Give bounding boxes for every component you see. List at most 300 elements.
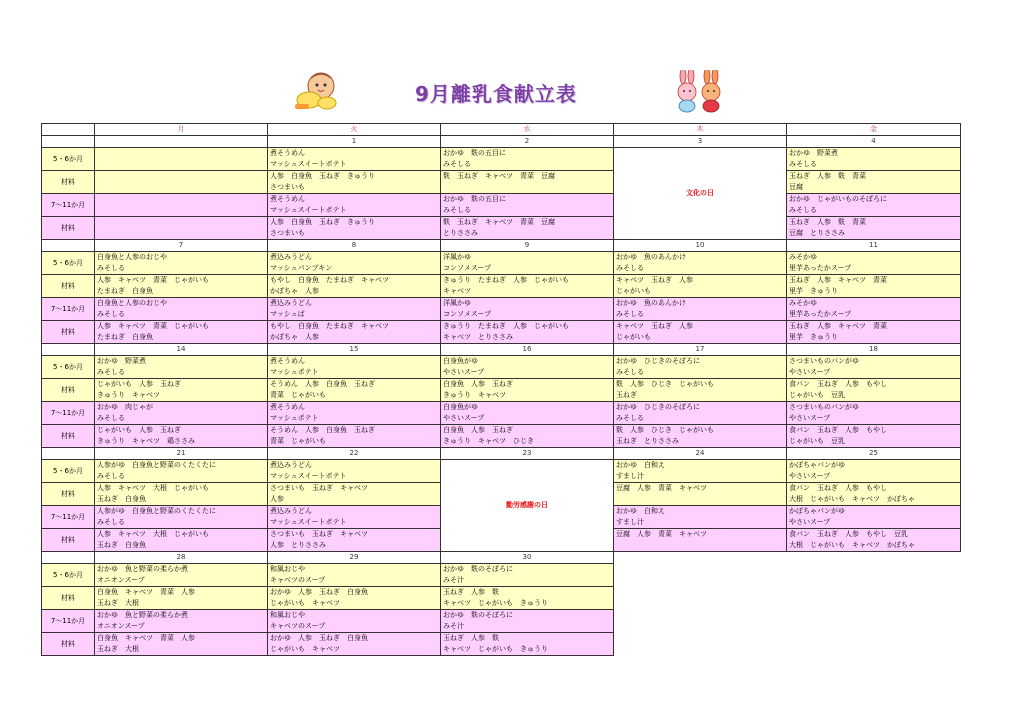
- menu-cell: [441, 356, 614, 379]
- cell-line: 白身魚 人参 玉ねぎ: [443, 380, 513, 388]
- menu-cell: [441, 194, 614, 217]
- cell-line: 人参 白身魚 玉ねぎ きゅうり: [270, 172, 375, 180]
- cell-line: 玉ねぎ 人参 麩 青菜: [789, 172, 866, 180]
- ingredients-cell: [441, 633, 614, 656]
- cell-line: 白身魚と人参のおじや: [97, 299, 167, 307]
- ingredients-cell: [95, 321, 268, 344]
- cell-line: 玉ねぎ 大根: [97, 645, 139, 653]
- menu-cell: [441, 610, 614, 633]
- cell-line: 人参 白身魚 玉ねぎ きゅうり: [270, 218, 375, 226]
- cell-line: 煮そうめん: [270, 149, 305, 157]
- cell-line: おかゆ 麩の五目に: [443, 149, 506, 157]
- ingredients-cell: [268, 587, 441, 610]
- menu-cell: [268, 402, 441, 425]
- ingredients-cell: [95, 379, 268, 402]
- cell-line: みそしる: [616, 264, 644, 272]
- cell-line: さつまいものパンがゆ: [789, 357, 859, 365]
- cell-line: おかゆ 麩の五目に: [443, 195, 506, 203]
- menu-cell: [95, 564, 268, 587]
- cell-line: みそしる: [789, 160, 817, 168]
- menu-cell: [95, 252, 268, 275]
- cell-line: おかゆ 人参 玉ねぎ 白身魚: [270, 634, 368, 642]
- cell-line: マッシュぱ: [270, 310, 305, 318]
- cell-line: とりささみ: [443, 229, 478, 237]
- cell-line: きゅうり キャベツ: [443, 391, 506, 399]
- cell-line: じゃがいも 人参 玉ねぎ: [97, 426, 181, 434]
- cell-line: 白身魚と人参のおじや: [97, 253, 167, 261]
- ingredients-cell: [614, 483, 787, 506]
- ingredients-cell: [787, 275, 961, 298]
- weekday-tue: 火: [268, 124, 441, 136]
- cell-line: 煮込みうどん: [270, 299, 312, 307]
- cell-line: きゅうり キャベツ: [97, 391, 160, 399]
- empty-cell: [787, 633, 961, 656]
- row-label: 7〜11か月: [42, 610, 95, 633]
- ingredients-cell: [441, 425, 614, 448]
- cell-line: かぼちゃパンがゆ: [789, 461, 845, 469]
- menu-cell: [441, 298, 614, 321]
- menu-cell: [268, 564, 441, 587]
- empty-cell: [614, 610, 787, 633]
- cell-line: [95, 182, 267, 193]
- cell-line: 煮込みうどん: [270, 507, 312, 515]
- day-number-row: [42, 240, 961, 252]
- row-label: 5・6か月: [42, 564, 95, 587]
- cell-line: 里芋あったかスープ: [789, 310, 852, 318]
- menu-cell: [95, 194, 268, 217]
- ingredients-cell: [95, 483, 268, 506]
- cell-line: 玉ねぎ 人参 麩 青菜: [789, 218, 866, 226]
- menu-cell: [787, 148, 961, 171]
- weekday-wed: 水: [441, 124, 614, 136]
- cell-line: 人参: [270, 495, 284, 503]
- cell-line: じゃがいも 豆乳: [789, 437, 845, 445]
- cell-line: おかゆ 白和え: [616, 461, 665, 469]
- ingredients-cell: [268, 379, 441, 402]
- cell-line: おかゆ 麩のそぼろに: [443, 611, 513, 619]
- row-label: 7〜11か月: [42, 194, 95, 217]
- cell-line: やさいスープ: [789, 472, 831, 480]
- day-row-corner: [42, 552, 95, 564]
- cell-line: キャベツ 玉ねぎ 人参: [616, 322, 693, 330]
- ingredients-cell: [441, 321, 614, 344]
- cell-line: やさいスープ: [789, 414, 831, 422]
- row-5-6-months-ingredients: [42, 171, 961, 194]
- day-number-row: [42, 448, 961, 460]
- cell-line: マッシュポテト: [270, 368, 319, 376]
- cell-line: おかゆ 野菜煮: [97, 357, 146, 365]
- cell-line: さつまいものパンがゆ: [789, 403, 859, 411]
- menu-cell: [268, 460, 441, 483]
- cell-line: 白身魚 人参 玉ねぎ: [443, 426, 513, 434]
- cell-line: もやし 白身魚 たまねぎ キャベツ: [270, 276, 389, 284]
- day-row-corner: [42, 448, 95, 460]
- cell-line: みそしる: [97, 414, 125, 422]
- cell-line: 煮込みうどん: [270, 253, 312, 261]
- cell-line: かぼちゃ 人参: [270, 287, 319, 295]
- day-number: 16: [441, 344, 614, 356]
- cell-line: じゃがいも: [616, 287, 651, 295]
- cell-line: 里芋あったかスープ: [789, 264, 852, 272]
- cell-line: 人参がゆ 白身魚と野菜のくたくたに: [97, 461, 216, 469]
- day-number: 3: [614, 136, 787, 148]
- empty-cell: [614, 587, 787, 610]
- menu-cell: [268, 506, 441, 529]
- day-number: 1: [268, 136, 441, 148]
- day-number: 4: [787, 136, 961, 148]
- cell-line: [95, 171, 267, 182]
- cell-line: みそしる: [97, 310, 125, 318]
- header-corner: [42, 124, 95, 136]
- day-number: 21: [95, 448, 268, 460]
- day-number: 28: [95, 552, 268, 564]
- empty-cell: [787, 552, 961, 564]
- cell-line: [95, 159, 267, 170]
- menu-cell: [268, 148, 441, 171]
- cell-line: 人参がゆ 白身魚と野菜のくたくたに: [97, 507, 216, 515]
- cell-line: 人参 キャベツ 大根 じゃがいも: [97, 530, 209, 538]
- cell-line: おかゆ ひじきのそぼろに: [616, 403, 700, 411]
- ingredients-cell: [787, 425, 961, 448]
- empty-cell: [614, 552, 787, 564]
- day-number: 30: [441, 552, 614, 564]
- ingredients-cell: [95, 171, 268, 194]
- cell-line: 人参 キャベツ 青菜 じゃがいも: [97, 276, 209, 284]
- cell-line: 玉ねぎ とりささみ: [616, 437, 679, 445]
- row-label: 材料: [42, 321, 95, 344]
- menu-cell: [95, 610, 268, 633]
- cell-line: 麩 人参 ひじき じゃがいも: [616, 426, 714, 434]
- cell-line: じゃがいも: [616, 333, 651, 341]
- cell-line: 玉ねぎ 人参 キャベツ 青菜: [789, 322, 887, 330]
- cell-line: 大根 じゃがいも キャベツ かぼちゃ: [789, 495, 915, 503]
- menu-cell: [614, 298, 787, 321]
- cell-line: みそしる: [616, 414, 644, 422]
- row-label: 7〜11か月: [42, 298, 95, 321]
- page-title: 9月離乳食献立表: [415, 82, 577, 106]
- cell-line: マッシュパンプキン: [270, 264, 333, 272]
- menu-cell: [268, 194, 441, 217]
- weekday-fri: 金: [787, 124, 961, 136]
- row-7-11-months-menu: [42, 298, 961, 321]
- cell-line: 麩 玉ねぎ キャベツ 青菜 豆腐: [443, 172, 555, 180]
- cell-line: きゅうり キャベツ 鶏ささみ: [97, 437, 195, 445]
- cell-line: やさいスープ: [443, 368, 485, 376]
- menu-cell: [614, 402, 787, 425]
- cell-line: 人参 キャベツ 青菜 じゃがいも: [97, 322, 209, 330]
- cell-line: そうめん 人参 白身魚 玉ねぎ: [270, 380, 375, 388]
- ingredients-cell: [268, 483, 441, 506]
- day-number: 8: [268, 240, 441, 252]
- menu-cell: [95, 298, 268, 321]
- menu-cell: [787, 506, 961, 529]
- row-label: 材料: [42, 529, 95, 552]
- ingredients-cell: [614, 275, 787, 298]
- menu-cell: [268, 252, 441, 275]
- ingredients-cell: [787, 379, 961, 402]
- cell-line: 玉ねぎ 人参 麩: [443, 634, 499, 642]
- ingredients-cell: [441, 587, 614, 610]
- cell-line: 白身魚 キャベツ 青菜 人参: [97, 588, 195, 596]
- cell-line: おかゆ 魚のあんかけ: [616, 253, 686, 261]
- cell-line: すまし汁: [616, 472, 644, 480]
- cell-line: キャベツ とりささみ: [443, 333, 513, 341]
- day-number-row: [42, 552, 961, 564]
- empty-cell: [787, 587, 961, 610]
- cell-line: そうめん 人参 白身魚 玉ねぎ: [270, 426, 375, 434]
- row-label: 7〜11か月: [42, 402, 95, 425]
- day-number-row: [42, 136, 961, 148]
- row-label: 5・6か月: [42, 460, 95, 483]
- row-label: 材料: [42, 171, 95, 194]
- menu-cell: [441, 252, 614, 275]
- ingredients-cell: [441, 171, 614, 194]
- weekday-thu: 木: [614, 124, 787, 136]
- day-number: 15: [268, 344, 441, 356]
- cell-line: みそしる: [97, 472, 125, 480]
- cell-line: キャベツ じゃがいも きゅうり: [443, 645, 548, 653]
- cell-line: 麩 玉ねぎ キャベツ 青菜 豆腐: [443, 218, 555, 226]
- cell-line: 玉ねぎ 白身魚: [97, 495, 146, 503]
- cell-line: マッシュポテト: [270, 414, 319, 422]
- day-number: 7: [95, 240, 268, 252]
- cell-line: [95, 194, 267, 205]
- cell-line: [614, 494, 786, 505]
- cell-line: 洋風かゆ: [443, 253, 471, 261]
- cell-line: おかゆ ひじきのそぼろに: [616, 357, 700, 365]
- cell-line: さつまいも 玉ねぎ キャベツ: [270, 484, 368, 492]
- menu-cell: [268, 610, 441, 633]
- day-number: 22: [268, 448, 441, 460]
- row-label: 7〜11か月: [42, 506, 95, 529]
- row-5-6-months-ingredients: [42, 587, 961, 610]
- cell-line: キャベツ 玉ねぎ 人参: [616, 276, 693, 284]
- cell-line: [95, 217, 267, 228]
- cell-line: すまし汁: [616, 518, 644, 526]
- day-number: 14: [95, 344, 268, 356]
- cell-line: おかゆ 魚と野菜の柔らか煮: [97, 611, 188, 619]
- cell-line: コンソメスープ: [443, 264, 492, 272]
- cell-line: 煮込みうどん: [270, 461, 312, 469]
- empty-cell: [614, 564, 787, 587]
- cell-line: オニオンスープ: [97, 622, 145, 630]
- cell-line: みそ汁: [443, 576, 464, 584]
- ingredients-cell: [614, 379, 787, 402]
- ingredients-cell: [614, 321, 787, 344]
- ingredients-cell: [268, 633, 441, 656]
- cell-line: たまねぎ 白身魚: [97, 287, 153, 295]
- cell-line: もやし 白身魚 たまねぎ キャベツ: [270, 322, 389, 330]
- cell-line: さつまいも: [270, 183, 305, 191]
- ingredients-cell: [268, 275, 441, 298]
- cell-line: マッシュスイートポテト: [270, 160, 347, 168]
- cell-line: 豆腐 人参 青菜 キャベツ: [616, 530, 707, 538]
- cell-line: [95, 228, 267, 239]
- cell-line: じゃがいも キャベツ: [270, 645, 340, 653]
- empty-cell: [787, 564, 961, 587]
- cell-line: みそしる: [97, 264, 125, 272]
- ingredients-cell: [787, 171, 961, 194]
- menu-cell: [268, 356, 441, 379]
- cell-line: おかゆ じゃがいものそぼろに: [789, 195, 887, 203]
- cell-line: みそかゆ: [789, 253, 817, 261]
- cell-line: 豆腐 とりささみ: [789, 229, 845, 237]
- cell-line: じゃがいも キャベツ: [270, 599, 340, 607]
- menu-cell: [614, 356, 787, 379]
- cell-line: キャベツ: [443, 287, 471, 295]
- row-5-6-months-ingredients: [42, 275, 961, 298]
- cell-line: 里芋 きゅうり: [789, 287, 838, 295]
- cell-line: おかゆ 肉じゃが: [97, 403, 153, 411]
- ingredients-cell: [787, 321, 961, 344]
- cell-line: 食パン 玉ねぎ 人参 もやし: [789, 380, 887, 388]
- menu-cell: [95, 148, 268, 171]
- menu-cell: [787, 298, 961, 321]
- cell-line: 豆腐: [789, 183, 803, 191]
- ingredients-cell: [787, 217, 961, 240]
- baby-icon: [291, 70, 343, 112]
- day-number: 9: [441, 240, 614, 252]
- menu-cell: [441, 402, 614, 425]
- cell-line: やさいスープ: [443, 414, 485, 422]
- menu-cell: [787, 460, 961, 483]
- menu-cell: [787, 356, 961, 379]
- row-7-11-months-ingredients: [42, 633, 961, 656]
- day-number: 24: [614, 448, 787, 460]
- row-label: 5・6か月: [42, 148, 95, 171]
- cell-line: 煮そうめん: [270, 357, 305, 365]
- empty-cell: [614, 633, 787, 656]
- menu-cell: [268, 298, 441, 321]
- cell-line: 人参 キャベツ 大根 じゃがいも: [97, 484, 209, 492]
- menu-cell: [614, 252, 787, 275]
- row-label: 5・6か月: [42, 356, 95, 379]
- cell-line: 玉ねぎ 大根: [97, 599, 139, 607]
- cell-line: 食パン 玉ねぎ 人参 もやし: [789, 484, 887, 492]
- day-number: 2: [441, 136, 614, 148]
- day-number-row: [42, 344, 961, 356]
- cell-line: 白身魚がゆ: [443, 357, 478, 365]
- cell-line: さつまいも 玉ねぎ キャベツ: [270, 530, 368, 538]
- row-7-11-months-ingredients: [42, 217, 961, 240]
- cell-line: キャベツのスープ: [270, 576, 326, 584]
- ingredients-cell: [787, 483, 961, 506]
- cell-line: コンソメスープ: [443, 310, 492, 318]
- holiday-cell: 文化の日: [614, 148, 787, 240]
- cell-line: [95, 205, 267, 216]
- day-number: [95, 136, 268, 148]
- ingredients-cell: [268, 321, 441, 344]
- row-label: 材料: [42, 483, 95, 506]
- menu-cell: [787, 402, 961, 425]
- cell-line: 里芋 きゅうり: [789, 333, 838, 341]
- ingredients-cell: [268, 529, 441, 552]
- bunny-pair-icon: [669, 70, 731, 114]
- cell-line: 玉ねぎ: [616, 391, 637, 399]
- ingredients-cell: [441, 217, 614, 240]
- cell-line: じゃがいも 人参 玉ねぎ: [97, 380, 181, 388]
- cell-line: キャベツのスープ: [270, 622, 326, 630]
- cell-line: 食パン 玉ねぎ 人参 もやし 豆乳: [789, 530, 908, 538]
- row-7-11-months-menu: [42, 194, 961, 217]
- ingredients-cell: [95, 217, 268, 240]
- cell-line: マッシュスイートポテト: [270, 472, 347, 480]
- ingredients-cell: [95, 633, 268, 656]
- cell-line: さつまいも: [270, 229, 305, 237]
- cell-line: みそしる: [616, 310, 644, 318]
- cell-line: きゅうり たまねぎ 人参 じゃがいも: [443, 276, 569, 284]
- cell-line: 洋風かゆ: [443, 299, 471, 307]
- menu-cell: [787, 194, 961, 217]
- cell-line: みそかゆ: [789, 299, 817, 307]
- day-number: 23: [441, 448, 614, 460]
- cell-line: たまねぎ 白身魚: [97, 333, 153, 341]
- day-number: 11: [787, 240, 961, 252]
- cell-line: みそしる: [97, 368, 125, 376]
- cell-line: おかゆ 野菜煮: [789, 149, 838, 157]
- weekday-mon: 月: [95, 124, 268, 136]
- cell-line: キャベツ じゃがいも きゅうり: [443, 599, 548, 607]
- ingredients-cell: [441, 275, 614, 298]
- cell-line: 青菜 じゃがいも: [270, 437, 326, 445]
- cell-line: 麩 人参 ひじき じゃがいも: [616, 380, 714, 388]
- cell-line: 大根 じゃがいも キャベツ かぼちゃ: [789, 541, 915, 549]
- menu-cell: [787, 252, 961, 275]
- ingredients-cell: [95, 587, 268, 610]
- cell-line: おかゆ 魚のあんかけ: [616, 299, 686, 307]
- row-5-6-months-menu: [42, 148, 961, 171]
- menu-cell: [95, 506, 268, 529]
- row-label: 材料: [42, 633, 95, 656]
- row-5-6-months-ingredients: [42, 379, 961, 402]
- cell-line: [95, 148, 267, 159]
- row-7-11-months-menu: [42, 610, 961, 633]
- day-row-corner: [42, 344, 95, 356]
- cell-line: きゅうり たまねぎ 人参 じゃがいも: [443, 322, 569, 330]
- ingredients-cell: [95, 275, 268, 298]
- cell-line: きゅうり キャベツ ひじき: [443, 437, 534, 445]
- cell-line: やさいスープ: [789, 518, 831, 526]
- row-7-11-months-ingredients: [42, 425, 961, 448]
- ingredients-cell: [614, 425, 787, 448]
- cell-line: 玉ねぎ 人参 キャベツ 青菜: [789, 276, 887, 284]
- weekday-header-row: [42, 124, 961, 136]
- ingredients-cell: [95, 425, 268, 448]
- row-5-6-months-menu: [42, 460, 961, 483]
- ingredients-cell: [268, 425, 441, 448]
- menu-table: [41, 123, 961, 656]
- cell-line: 白身魚 キャベツ 青菜 人参: [97, 634, 195, 642]
- row-label: 材料: [42, 587, 95, 610]
- cell-line: 煮そうめん: [270, 403, 305, 411]
- menu-cell: [95, 460, 268, 483]
- cell-line: おかゆ 麩のそぼろに: [443, 565, 513, 573]
- cell-line: 玉ねぎ 白身魚: [97, 541, 146, 549]
- cell-line: 豆腐 人参 青菜 キャベツ: [616, 484, 707, 492]
- row-label: 5・6か月: [42, 252, 95, 275]
- menu-cell: [441, 564, 614, 587]
- cell-line: 白身魚がゆ: [443, 403, 478, 411]
- day-number: 10: [614, 240, 787, 252]
- empty-cell: [787, 610, 961, 633]
- cell-line: みそ汁: [443, 622, 464, 630]
- cell-line: 煮そうめん: [270, 195, 305, 203]
- ingredients-cell: [614, 529, 787, 552]
- menu-cell: [95, 402, 268, 425]
- holiday-cell: 勤労感謝の日: [441, 460, 614, 552]
- cell-line: オニオンスープ: [97, 576, 145, 584]
- cell-line: かぼちゃパンがゆ: [789, 507, 845, 515]
